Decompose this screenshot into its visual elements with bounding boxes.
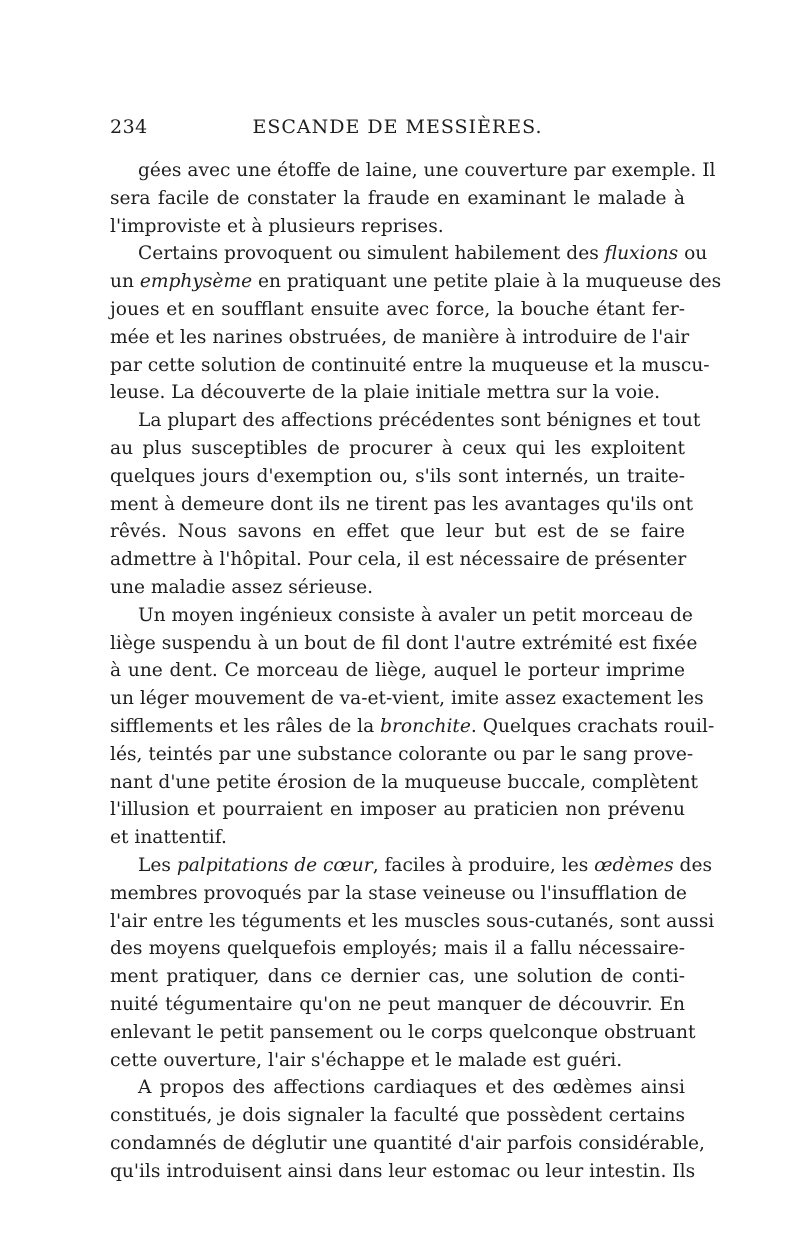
- text-line: un léger mouvement de va-et-vient, imite assez exactement les: [110, 688, 704, 710]
- paragraph: [110, 240, 722, 407]
- text-line: l'air entre les téguments et les muscles sous-cutanés, sont aussi: [110, 910, 715, 932]
- text-line: cette ouverture, l'air s'échappe et le malade est guéri.: [110, 1049, 623, 1071]
- book-page: [110, 116, 722, 1185]
- page-number: 234: [110, 116, 148, 138]
- text-line: quelques jours d'exemption ou, s'ils sont internés, un traite-: [110, 465, 685, 487]
- text-line: nant d'une petite érosion de la muqueuse buccale, complètent: [110, 771, 698, 793]
- running-title: ESCANDE DE MESSIÈRES.: [252, 116, 543, 138]
- text-line: à une dent. Ce morceau de liège, auquel le porteur imprime: [110, 660, 685, 682]
- text-line: sera facile de constater la fraude en examinant le malade à: [110, 187, 685, 209]
- text-line: rêvés. Nous savons en effet que leur but est de se faire: [110, 521, 685, 543]
- paragraph: [110, 1074, 705, 1185]
- text-line: leuse. La découverte de la plaie initiale mettra sur la voie.: [110, 382, 660, 404]
- text-line: Certains provoquent ou simulent habilement des fluxions ou: [138, 243, 708, 265]
- text-line: La plupart des affections précédentes sont bénignes et tout: [138, 410, 701, 432]
- paragraph: [110, 157, 716, 240]
- text-line: par cette solution de continuité entre la muqueuse et la muscu-: [110, 354, 710, 376]
- text-line: ment pratiquer, dans ce dernier cas, une solution de conti-: [110, 966, 685, 988]
- text-line: l'illusion et pourraient en imposer au praticien non prévenu: [110, 799, 685, 821]
- text-line: au plus susceptibles de procurer à ceux qui les exploitent: [110, 437, 685, 459]
- text-line: sifflements et les râles de la bronchite. Quelques crachats rouil-: [110, 715, 715, 737]
- paragraph: [110, 407, 701, 602]
- running-head: [110, 116, 685, 142]
- text-line: A propos des affections cardiaques et des œdèmes ainsi: [138, 1077, 685, 1099]
- italic-term: palpitations de cœur: [176, 854, 373, 876]
- text-line: joues et en soufflant ensuite avec force, la bouche étant fer-: [110, 298, 685, 320]
- text-line: enlevant le petit pansement ou le corps quelconque obstruant: [110, 1021, 696, 1043]
- text-line: qu'ils introduisent ainsi dans leur estomac ou leur intestin. Ils: [110, 1160, 696, 1182]
- text-line: Un moyen ingénieux consiste à avaler un petit morceau de: [138, 604, 693, 626]
- text-line: l'improviste et à plusieurs reprises.: [110, 215, 444, 237]
- text-line: une maladie assez sérieuse.: [110, 576, 374, 598]
- paragraph: [110, 852, 715, 1074]
- body-text: [110, 157, 722, 1185]
- text-line: un emphysème en pratiquant une petite plaie à la muqueuse des: [110, 271, 722, 293]
- text-line: nuité tégumentaire qu'on ne peut manquer de découvrir. En: [110, 993, 685, 1015]
- text-line: membres provoqués par la stase veineuse ou l'insufflation de: [110, 882, 687, 904]
- italic-term: bronchite: [380, 715, 471, 737]
- italic-term: fluxions: [604, 243, 679, 265]
- text-line: admettre à l'hôpital. Pour cela, il est nécessaire de présenter: [110, 549, 687, 571]
- text-line: mée et les narines obstruées, de manière à introduire de l'air: [110, 326, 690, 348]
- text-line: ment à demeure dont ils ne tirent pas les avantages qu'ils ont: [110, 493, 694, 515]
- italic-term: emphysème: [139, 271, 253, 293]
- paragraph: [110, 602, 715, 852]
- text-line: Les palpitations de cœur, faciles à produire, les œdèmes des: [138, 854, 712, 876]
- text-line: gées avec une étoffe de laine, une couverture par exemple. Il: [138, 160, 716, 181]
- text-line: liège suspendu à un bout de fil dont l'autre extrémité est fixée: [110, 632, 698, 654]
- text-line: lés, teintés par une substance colorante ou par le sang prove-: [110, 743, 694, 765]
- italic-term: œdèmes: [594, 854, 674, 876]
- text-line: des moyens quelquefois employés; mais il a fallu nécessaire-: [110, 938, 685, 960]
- text-line: et inattentif.: [110, 827, 227, 849]
- text-line: constitués, je dois signaler la faculté que possèdent certains: [110, 1105, 685, 1127]
- text-line: condamnés de déglutir une quantité d'air parfois considérable,: [110, 1132, 705, 1154]
